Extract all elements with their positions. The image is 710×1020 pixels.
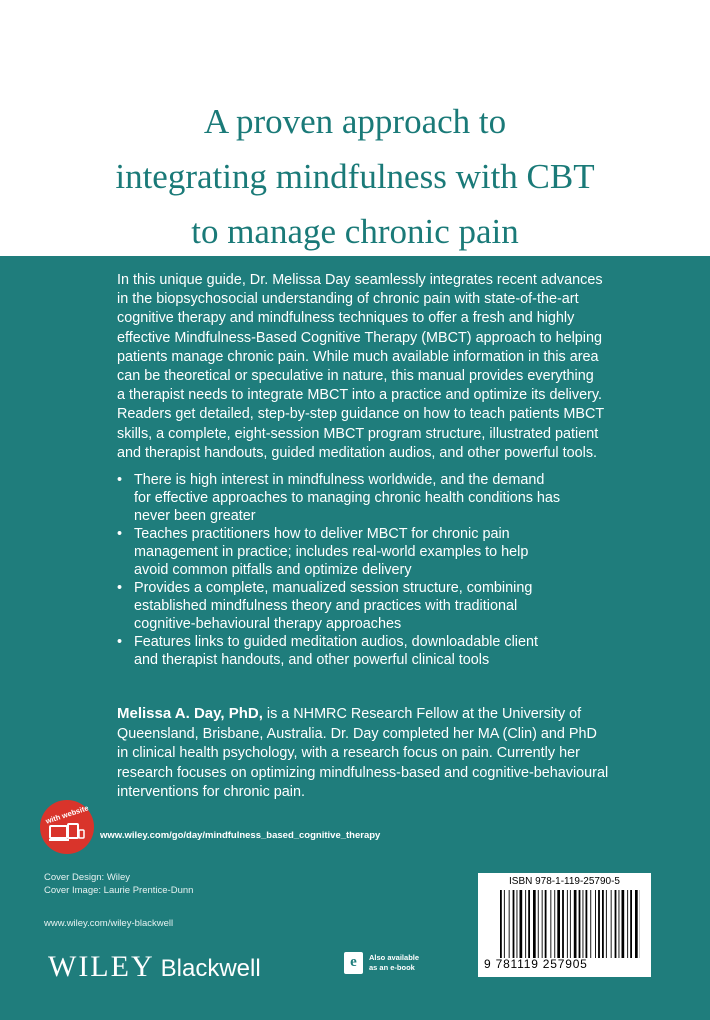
barcode-bar	[602, 890, 604, 958]
barcode-digits: 9 781119 257905	[484, 957, 588, 971]
blurb-line: a therapist needs to integrate MBCT into a practice and optimize its delivery.	[117, 387, 602, 404]
barcode-bar	[513, 890, 515, 958]
blurb-line: effective Mindfulness-Based Cognitive Therapy (MBCT) approach to helping	[117, 329, 603, 346]
barcode-bar	[520, 890, 523, 958]
barcode-bar	[554, 890, 555, 958]
barcode-bar	[583, 890, 584, 958]
barcode-bar	[517, 890, 518, 958]
barcode-bar	[538, 890, 539, 958]
website-badge	[40, 800, 94, 854]
barcode-bar	[615, 890, 617, 958]
blurb-line: skills, a complete, eight-session MBCT program structure, illustrated patient	[117, 425, 599, 442]
barcode-bar	[562, 890, 564, 958]
barcode-bar	[627, 890, 628, 958]
cover-credits	[44, 871, 193, 897]
devices-icon	[49, 822, 85, 844]
feature-line: and therapist handouts, and other powerful clinical tools	[134, 652, 490, 668]
barcode-bar	[595, 890, 596, 958]
feature-line: • Features links to guided meditation audios, downloadable client	[134, 634, 538, 650]
barcode-bar	[579, 890, 581, 958]
bio-text: is a NHMRC Research Fellow at the University of	[262, 706, 582, 722]
barcode-bar	[567, 890, 568, 958]
barcode-bar	[545, 890, 547, 958]
headline-line: integrating mindfulness with CBT	[115, 157, 595, 196]
headline-line: A proven approach to	[203, 102, 507, 141]
feature-item	[117, 471, 617, 525]
barcode-bar	[525, 890, 526, 958]
isbn-label: ISBN 978-1-119-25790-5	[509, 876, 620, 887]
headline-line: to manage chronic pain	[191, 212, 519, 251]
author-name: Melissa A. Day, PhD,	[117, 705, 263, 722]
barcode-bar	[606, 890, 607, 958]
barcode-bar	[570, 890, 571, 958]
publisher-logo	[48, 950, 261, 984]
barcode-bar	[611, 890, 612, 958]
feature-line: • Provides a complete, manualized session structure, combining	[134, 580, 533, 596]
feature-line: • There is high interest in mindfulness worldwide, and the demand	[134, 472, 545, 488]
barcode-bar	[574, 890, 577, 958]
barcode-bar	[504, 890, 505, 958]
ebook-icon-letter: e	[350, 954, 357, 970]
book-description	[117, 271, 612, 463]
barcode-bar	[590, 890, 591, 958]
bio-line: interventions for chronic pain.	[117, 784, 305, 800]
wiley-wordmark: WILEY	[48, 950, 155, 983]
feature-line: cognitive-behavioural therapy approaches	[134, 616, 402, 632]
feature-item	[117, 579, 617, 633]
publisher-link[interactable]: www.wiley.com/wiley-blackwell	[44, 918, 174, 929]
bio-line: in clinical health psychology, with a research focus on pain. Currently her	[117, 745, 580, 761]
feature-line: • Teaches practitioners how to deliver MBCT for chronic pain	[134, 526, 510, 542]
bio-line: research focuses on optimizing mindfulness-based and cognitive-behavioural	[117, 764, 609, 781]
feature-list	[117, 471, 617, 669]
blurb-line: can be theoretical or speculative in nature, this manual provides everything	[117, 368, 594, 385]
feature-line: avoid common pitfalls and optimize delivery	[134, 562, 412, 578]
cover-headline	[0, 94, 710, 259]
barcode-bar	[586, 890, 588, 958]
ebook-icon	[344, 952, 363, 974]
barcode-bar	[619, 890, 620, 958]
isbn-barcode	[478, 873, 651, 977]
feature-line: never been greater	[134, 508, 256, 524]
ebook-line: as an e-book	[369, 963, 415, 972]
feature-line: management in practice; includes real-world examples to help	[134, 544, 529, 560]
feature-item	[117, 633, 617, 669]
bio-line: Queensland, Brisbane, Australia. Dr. Day completed her MA (Clin) and PhD	[117, 725, 597, 742]
barcode-bars	[500, 890, 640, 958]
feature-line: established mindfulness theory and practices with traditional	[134, 598, 518, 614]
companion-website-link[interactable]: www.wiley.com/go/day/mindfulness_based_cognitive_therapy	[100, 830, 381, 841]
bio-first-line	[117, 704, 617, 725]
ebook-line: Also available	[369, 953, 420, 962]
feature-item	[117, 525, 617, 579]
feature-line: for effective approaches to managing chronic health conditions has	[134, 490, 561, 506]
author-bio	[117, 704, 617, 803]
blurb-line: patients manage chronic pain. While much available information in this area	[117, 348, 599, 365]
barcode-bar	[557, 890, 560, 958]
cover-design-credit: Cover Design: Wiley	[44, 872, 131, 883]
barcode-bar	[528, 890, 530, 958]
barcode-bar	[622, 890, 625, 958]
barcode-bar	[542, 890, 543, 958]
barcode-bar	[630, 890, 632, 958]
cover-image-credit: Cover Image: Laurie Prentice-Dunn	[44, 885, 194, 896]
header-panel	[0, 0, 710, 256]
blurb-line: Readers get detailed, step-by-step guidance on how to teach patients MBCT	[117, 406, 605, 423]
website-badge-label: with website	[44, 803, 90, 826]
barcode-bar	[533, 890, 536, 958]
blackwell-wordmark: Blackwell	[160, 955, 261, 982]
barcode-bar	[509, 890, 510, 958]
blurb-line: in the biopsychosocial understanding of chronic pain with state-of-the-art	[117, 291, 579, 308]
blurb-line: In this unique guide, Dr. Melissa Day seamlessly integrates recent advances	[117, 272, 603, 288]
barcode-bar	[635, 890, 638, 958]
barcode-bar	[500, 890, 502, 958]
blurb-line: and therapist handouts, guided meditation audios, and other powerful tools.	[117, 444, 598, 461]
barcode-bar	[550, 890, 551, 958]
blurb-line: cognitive therapy and mindfulness techniques to offer a fresh and highly	[117, 310, 575, 327]
ebook-note	[369, 953, 419, 973]
barcode-bar	[598, 890, 600, 958]
